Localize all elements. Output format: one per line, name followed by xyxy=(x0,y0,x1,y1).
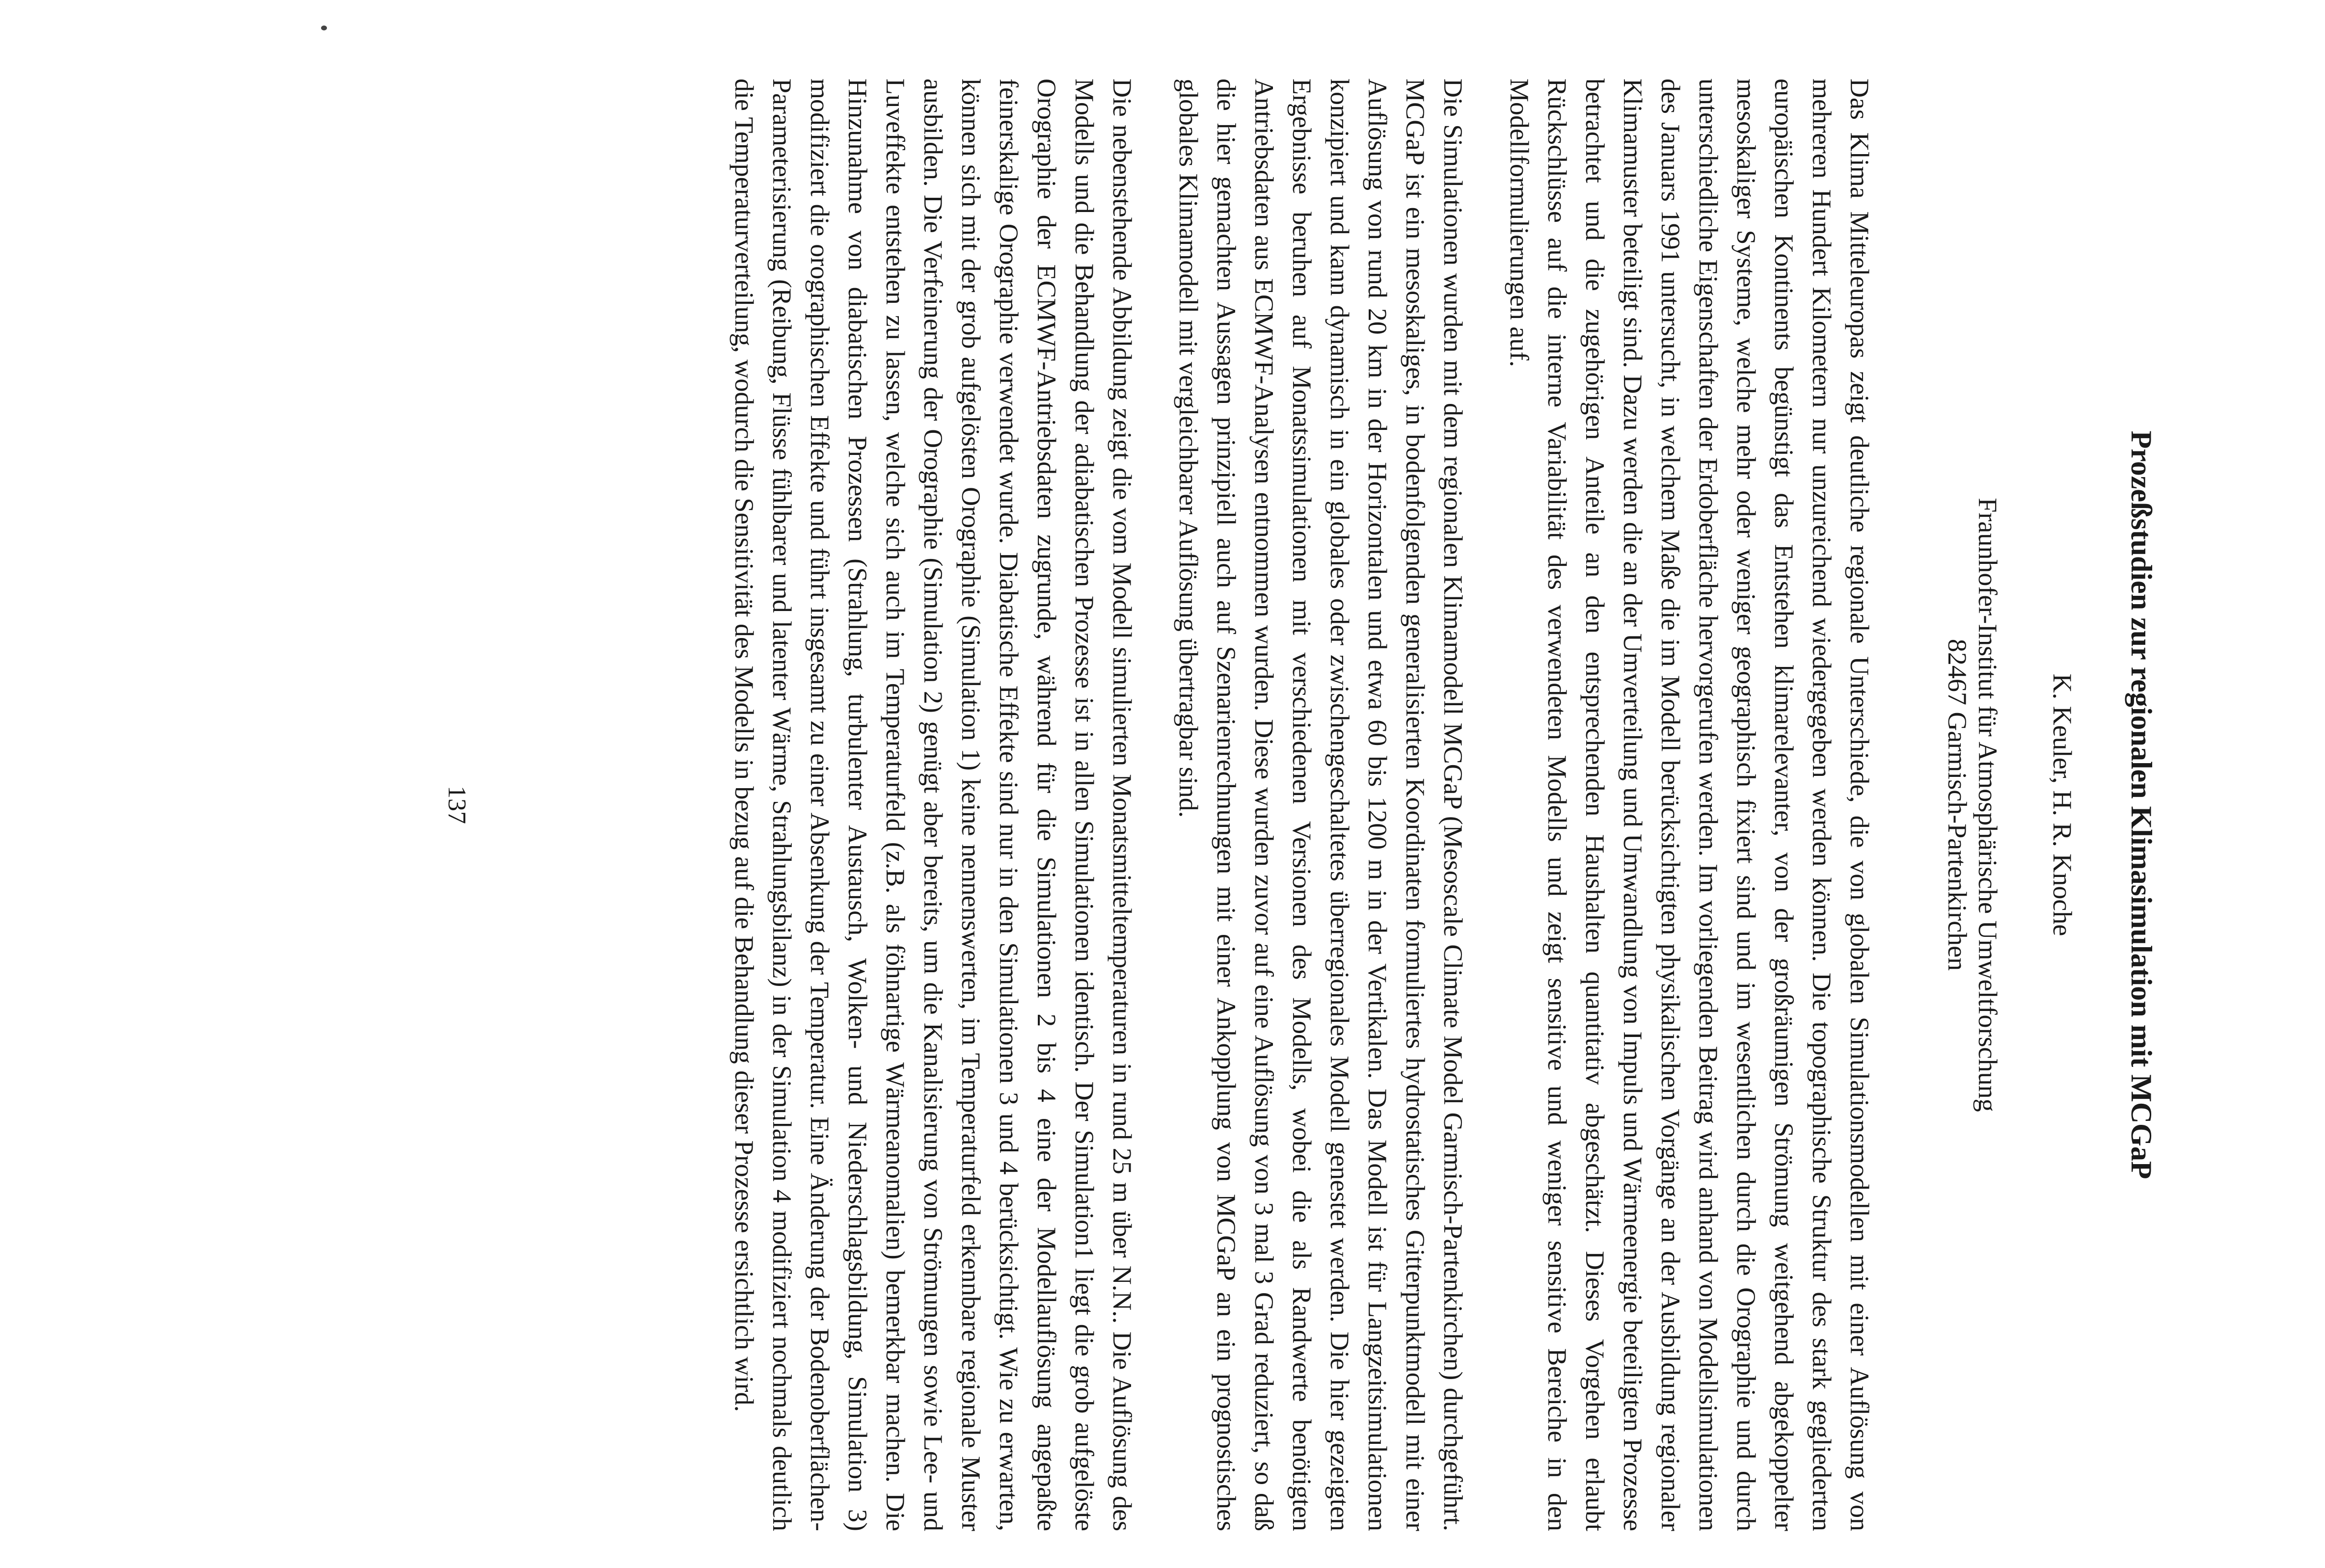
rotated-text-block xyxy=(393,79,2160,1531)
paper-title: Prozeßstudien zur regionalen Klimasimulation mit MCGaP xyxy=(2125,430,2158,1179)
scan-speck xyxy=(321,26,327,30)
affiliation-institute: Fraunhofer-Institut für Atmosphärische Umweltforschung xyxy=(1973,498,2002,1112)
affiliation xyxy=(1942,79,2003,1531)
page-number: 137 xyxy=(443,786,471,824)
body-paragraph-2: Die Simulationen wurden mit dem regionalen Klimamodell MCGaP (Mesoscale Climate Model Garmisch-Partenkirchen) durchgeführt. MCGaP ist ein mesoskaliges, in bodenfolgenden generalisierten Koordinaten formuliertes hydrostatisches Gitterpunktmodell mit einer Auflösung von rund 20 km in der Horizontalen und etwa 60 bis 1200 m in der Vertikalen. Das Modell ist für Langzeitsimulationen konzipiert und kann dynamisch in ein globales oder zwischengeschaltetes überregionales Modell genestet werden. Die hier gezeigten Ergebnisse beruhen auf Monatssimulationen mit verschiedenen Versionen des Modells, wobei die als Randwerte benötigten Antriebsdaten aus ECMWF-Analysen entnommen wurden. Diese wurden zuvor auf eine Auflösung von 3 mal 3 Grad reduziert, so daß die hier gemachten Aussagen prinzipiell auch auf Szenarienrechnungen mit einer Ankopplung von MCGaP an ein prognostisches globales Klimamodell mit vergleichbarer Auflösung übertragbar sind. xyxy=(1174,79,1468,1531)
body-paragraph-1: Das Klima Mitteleuropas zeigt deutliche regionale Unterschiede, die von globalen Simulationsmodellen mit einer Auflösung von mehreren Hundert Kilometern nur unzureichend wiedergegeben werden können. Die topographische Struktur des stark gegliederten europäischen Kontinents begünstigt das Entstehen klimarelevanter, von der großräumigen Strömung weitgehend abgekoppelter mesoskaliger Systeme, welche mehr oder weniger geographisch fixiert sind und im wesentlichen durch die Orographie und durch unterschiedliche Eigenschaften der Erdoberfläche hervorgerufen werden. Im vorliegenden Beitrag wird anhand von Modellsimulationen des Januars 1991 untersucht, in welchem Maße die im Modell berücksichtigten physikalischen Vorgänge an der Ausbildung regionaler Klimamuster beteiligt sind. Dazu werden die an der Umverteilung und Umwandlung von Impuls und Wärmeenergie beteiligten Prozesse betrachtet und die zugehörigen Anteile an den entsprechenden Haushalten quantitativ abgeschätzt. Dieses Vorgehen erlaubt Rückschlüsse auf die interne Variabilität des verwendeten Modells und zeigt sensitive und weniger sensitive Bereiche in den Modellformulierungen auf. xyxy=(1505,79,1874,1531)
body-paragraph-3: Die nebenstehende Abbildung zeigt die vom Modell simulierten Monatsmitteltemperaturen in rund 25 m über N.N.. Die Auflösung des Modells und die Behandlung der adiabatischen Prozesse ist in allen Simulationen identisch. Der Simulation1 liegt die grob aufgelöste Orographie der ECMWF-Antriebsdaten zugrunde, während für die Simulationen 2 bis 4 eine der Modellauflösung angepaßte feinerskalige Orographie verwendet wurde. Diabatische Effekte sind nur in den Simulationen 3 und 4 berücksichtigt. Wie zu erwarten, können sich mit der grob aufgelösten Orographie (Simulation 1) keine nennenswerten, im Temperaturfeld erkennbare regionale Muster ausbilden. Die Verfeinerung der Orographie (Simulation 2) genügt aber bereits, um die Kanalisierung von Strömungen sowie Lee- und Luveffekte entstehen zu lassen, welche sich auch im Temperaturfeld (z.B. als föhnartige Wärmeanomalien) bemerkbar machen. Die Hinzunahme von diabatischen Prozessen (Strahlung, turbulenter Austausch, Wolken- und Niederschlagsbildung, Simulation 3) modifiziert die orographischen Effekte und führt insgesamt zu einer Absenkung der Temperatur. Eine Änderung der Bodenoberflächen-Parameterisierung (Reibung, Flüsse fühlbarer und latenter Wärme, Strahlungsbilanz) in der Simulation 4 modifiziert nochmals deutlich die Temperaturverteilung, wodurch die Sensitivität des Modells in bezug auf die Behandlung dieser Prozesse ersichtlich wird. xyxy=(730,79,1137,1531)
paper-authors: K. Keuler, H. R. Knoche xyxy=(2048,673,2077,936)
affiliation-address: 82467 Garmisch-Partenkirchen xyxy=(1943,638,1972,971)
